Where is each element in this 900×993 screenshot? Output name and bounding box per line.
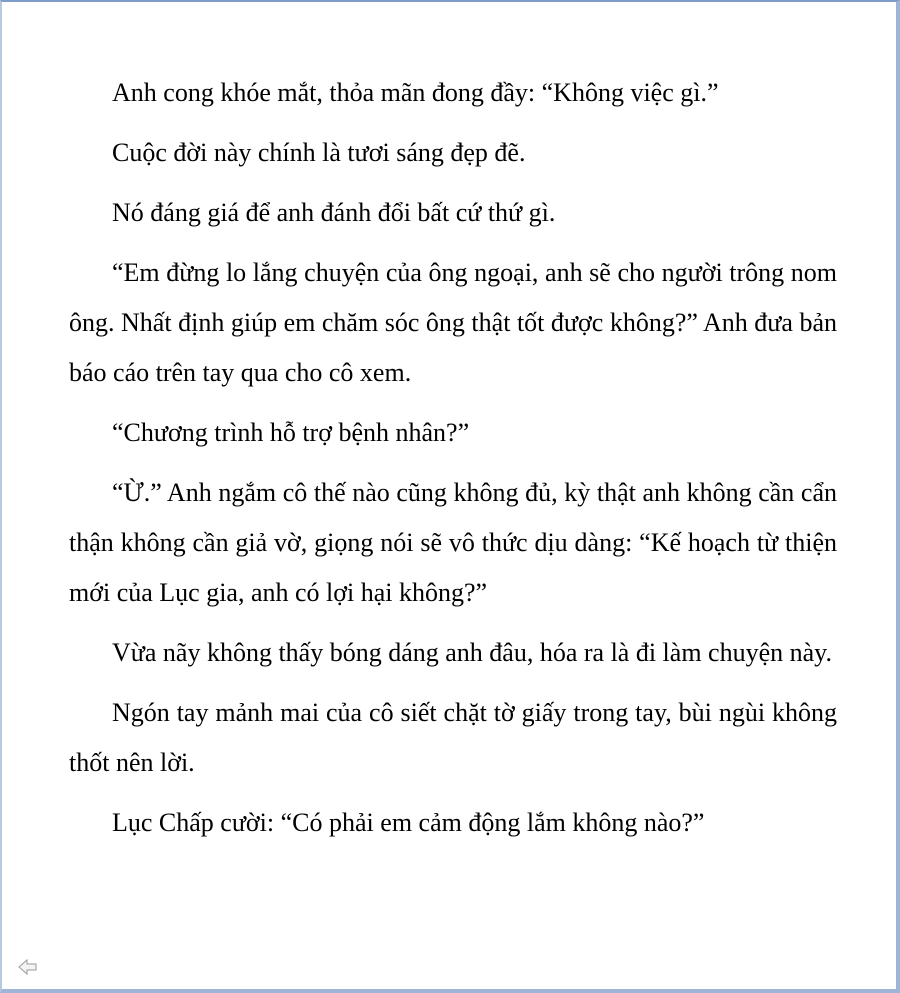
paragraph: “Chương trình hỗ trợ bệnh nhân?” [112,418,470,447]
paragraph: “Ừ.” Anh ngắm cô thế nào cũng không đủ, kỳ thật anh không cần cẩn thận không cần giả vờ, giọng nói sẽ vô thức dịu dàng: “Kế hoạch từ thiện mới của Lục gia, anh có lợi hại không?” [69,478,837,607]
paragraph: Nó đáng giá để anh đánh đổi bất cứ thứ gì. [112,198,556,227]
paragraph: Lục Chấp cười: “Có phải em cảm động lắm không nào?” [112,808,705,837]
left-arrow-icon-graphic [18,958,38,976]
document-page [69,68,837,858]
paragraph: Vừa nãy không thấy bóng dáng anh đâu, hóa ra là đi làm chuyện này. [112,638,832,667]
paragraph: Anh cong khóe mắt, thỏa mãn đong đầy: “Không việc gì.” [112,78,719,107]
paragraph: Ngón tay mảnh mai của cô siết chặt tờ giấy trong tay, bùi ngùi không thốt nên lời. [69,698,837,777]
left-arrow-icon[interactable] [18,958,38,976]
paragraph: Cuộc đời này chính là tươi sáng đẹp đẽ. [112,138,526,167]
paragraph: “Em đừng lo lắng chuyện của ông ngoại, anh sẽ cho người trông nom ông. Nhất định giúp em chăm sóc ông thật tốt được không?” Anh đưa bản báo cáo trên tay qua cho cô xem. [69,258,837,387]
